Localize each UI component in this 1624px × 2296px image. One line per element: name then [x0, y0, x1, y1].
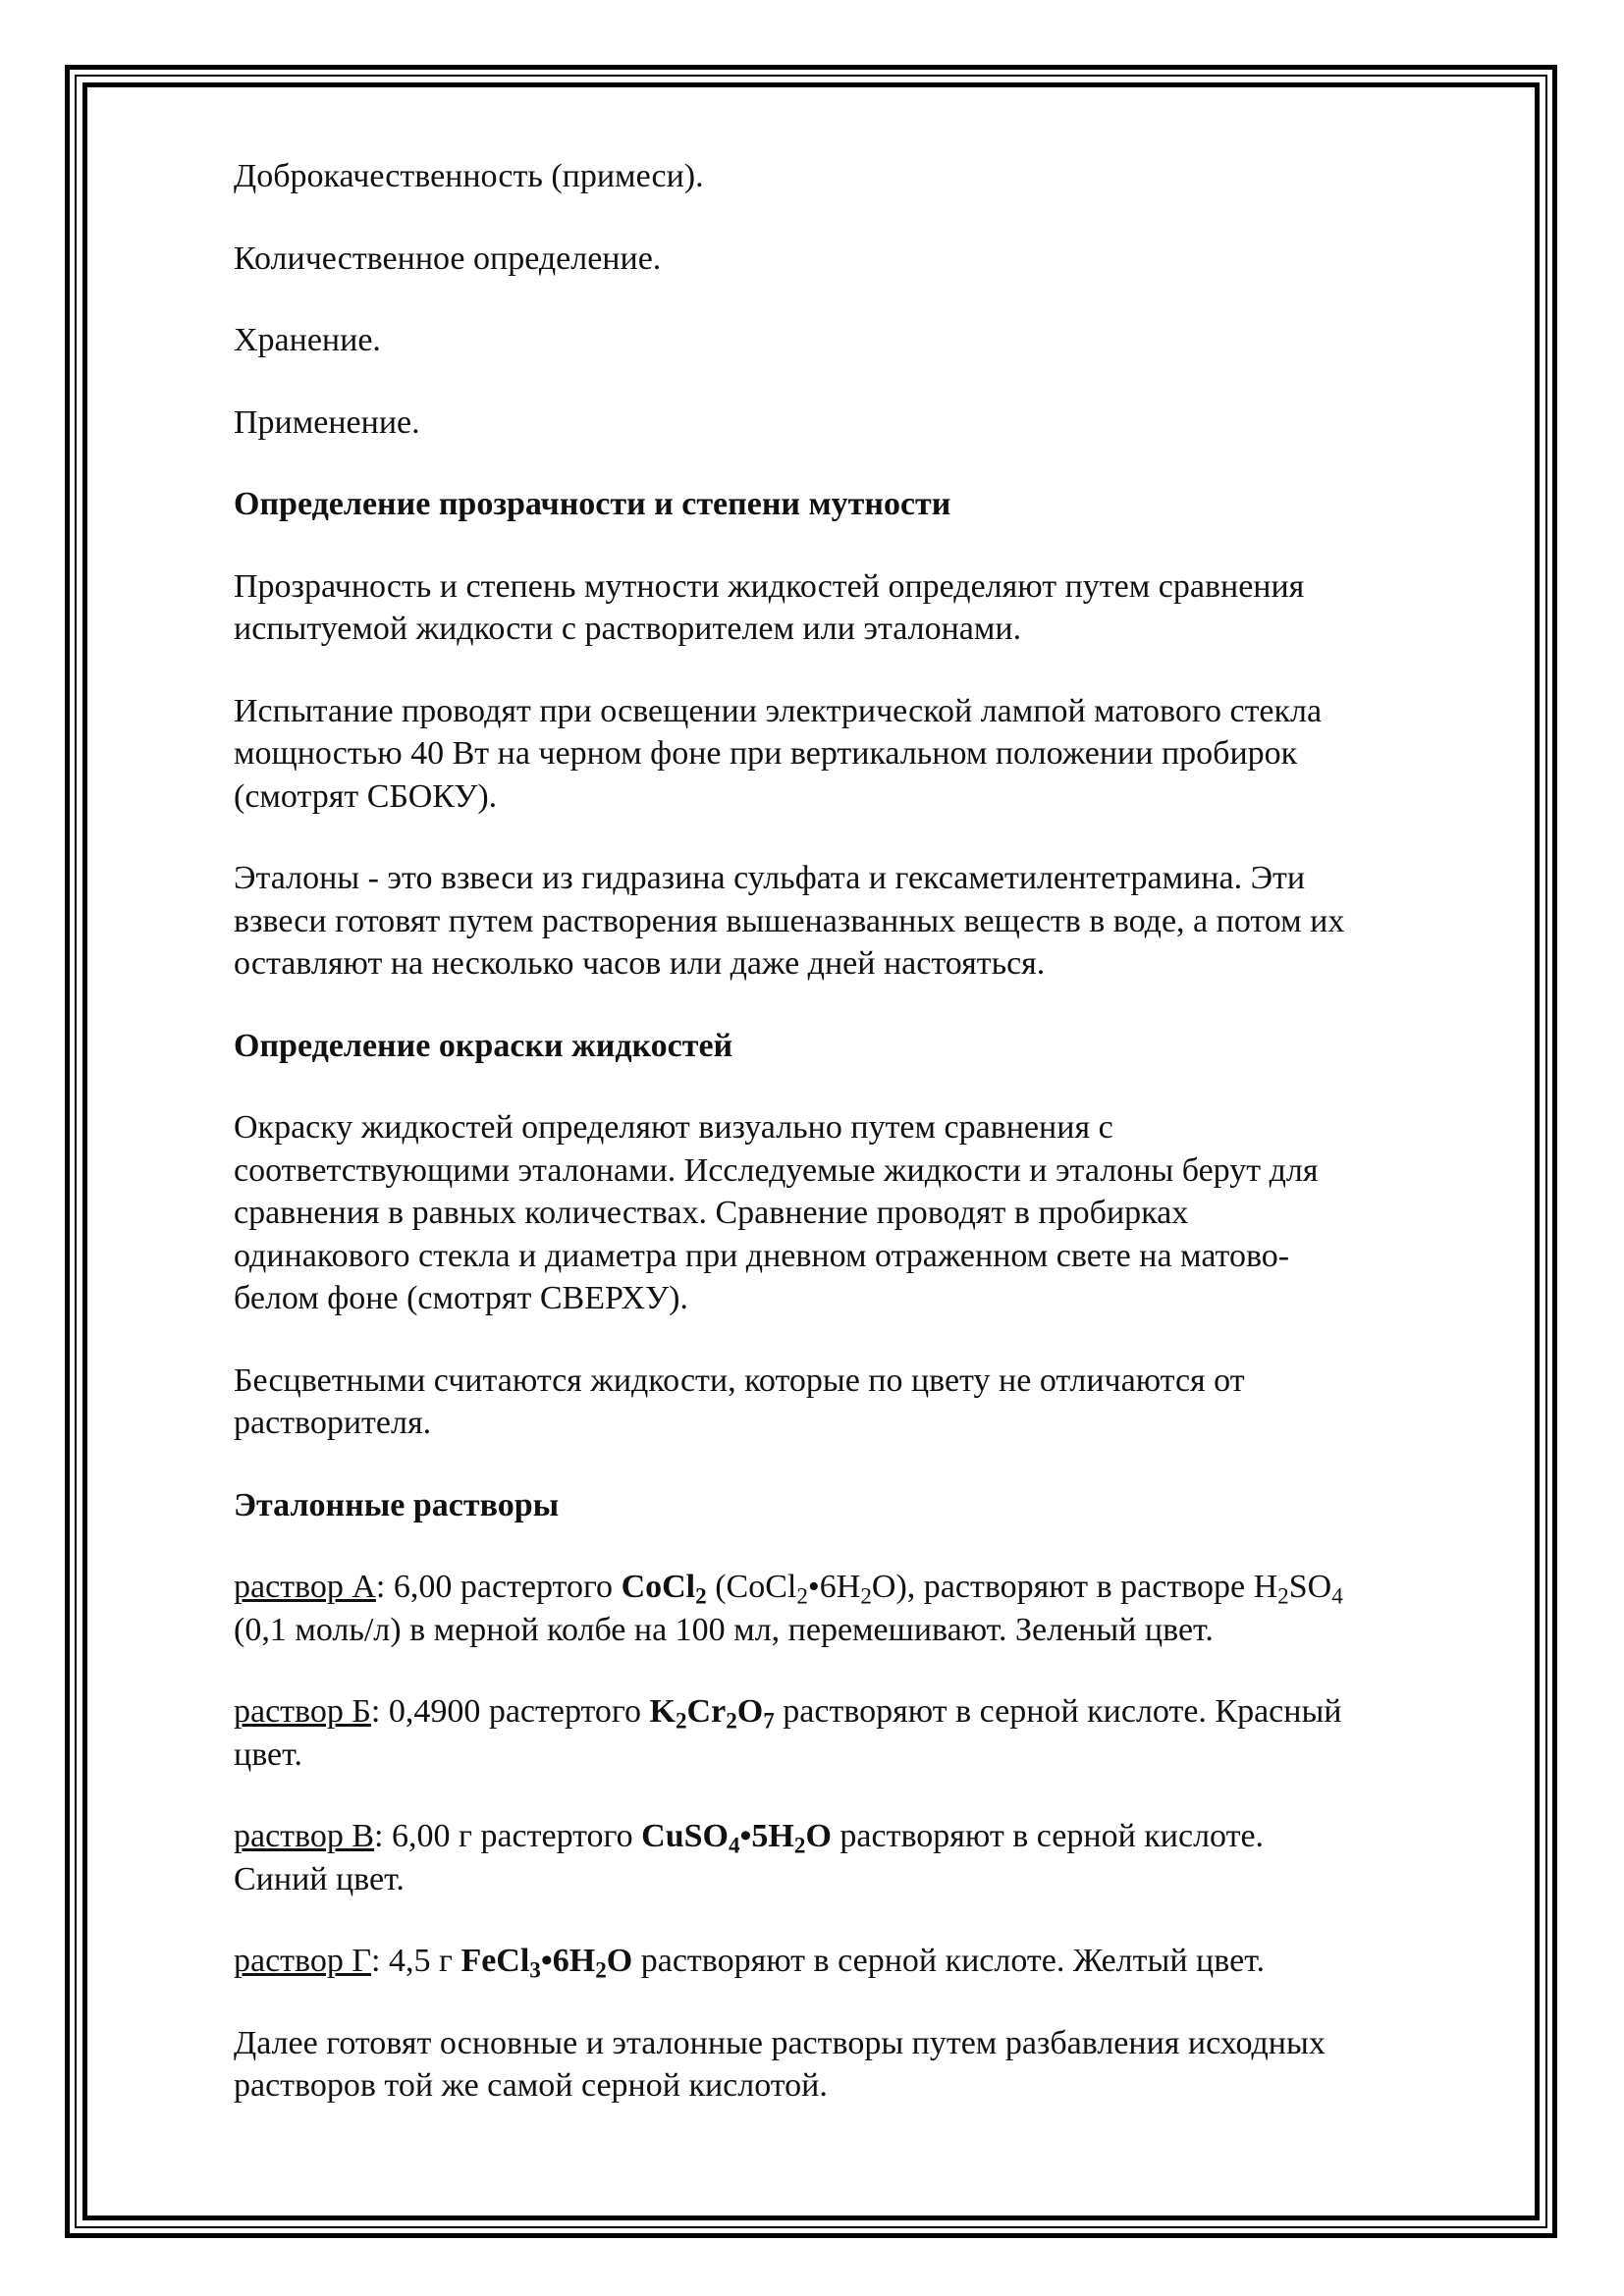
formula-part: CuSO: [641, 1818, 729, 1854]
text-line: цвет.: [234, 1735, 302, 1773]
formula-cocl2: [621, 1569, 707, 1610]
text-line: Синий цвет.: [234, 1860, 405, 1897]
solution-g-label: раствор Г: [234, 1943, 372, 1979]
heading-standard-solutions: Эталонные растворы: [234, 1486, 560, 1523]
solution-a-label: раствор А: [234, 1569, 376, 1605]
text-line: растворителя.: [234, 1405, 432, 1441]
paragraph-solution-g: [234, 1940, 1530, 1983]
text-line: Прозрачность и степень мутности жидкостей определяют путем сравнения: [234, 567, 1305, 605]
text-line: Испытание проводят при освещении электрической лампой матового стекла: [234, 692, 1323, 729]
text-run: растворяют в серной кислоте.: [831, 1818, 1265, 1854]
heading-transparency: Определение прозрачности и степени мутности: [234, 486, 951, 522]
text-run: : 6,00 растертого: [375, 1569, 622, 1605]
text-run: : 6,00 г растертого: [374, 1818, 642, 1854]
text-line: одинакового стекла и диаметра при дневном отраженном свете на матово-: [234, 1237, 1290, 1274]
text-line: оставляют на несколько часов или даже дней настояться.: [234, 945, 1046, 982]
subscript: 2: [793, 1833, 806, 1859]
subscript: 2: [595, 1957, 607, 1984]
formula-part: Cr: [686, 1693, 727, 1730]
subscript: 2: [675, 1708, 687, 1735]
text-line: (смотрят СБОКУ).: [234, 777, 498, 815]
paragraph-solution-a: [234, 1566, 1530, 1651]
text-line: (0,1 моль/л) в мерной колбе на 100 мл, перемешивают. Зеленый цвет.: [234, 1611, 1214, 1648]
paragraph-standards: [234, 857, 1530, 986]
solution-b-label: раствор Б: [234, 1693, 371, 1730]
text-line: Эталоны - это взвеси из гидразина сульфата и гексаметилентетрамина. Эти: [234, 860, 1306, 896]
formula-k2cr2o7: [649, 1693, 775, 1735]
subscript: 2: [1277, 1583, 1289, 1610]
text-run: растворяют в серной кислоте. Желтый цвет.: [632, 1943, 1265, 1979]
paragraph-solution-b: [234, 1690, 1530, 1776]
text-line: мощностью 40 Вт на черном фоне при вертикальном положении пробирок: [234, 735, 1298, 772]
text-line: сравнения в равных количествах. Сравнение проводят в пробирках: [234, 1195, 1189, 1231]
text-run: растворяют в серной кислоте. Красный: [774, 1693, 1342, 1730]
subscript: 2: [860, 1583, 872, 1610]
subscript: 4: [728, 1833, 740, 1859]
subscript: 2: [695, 1583, 707, 1610]
paragraph-test-conditions: [234, 690, 1530, 819]
formula-part: O: [606, 1943, 633, 1979]
line-quality: Доброкачественность (примеси).: [234, 158, 704, 194]
formula-part: K: [649, 1693, 676, 1730]
document-body: [234, 155, 1530, 2147]
formula-part: CoCl: [621, 1569, 696, 1605]
text-run: •6H: [807, 1569, 861, 1605]
subscript: 2: [796, 1583, 808, 1610]
paragraph-colorless: [234, 1360, 1530, 1445]
formula-fecl3-6h2o: [460, 1943, 633, 1984]
line-quantitative: Количественное определение.: [234, 240, 662, 277]
text-run: O), растворяют в растворе H: [871, 1569, 1278, 1605]
subscript: 3: [529, 1957, 541, 1984]
text-line: белом фоне (смотрят СВЕРХУ).: [234, 1280, 688, 1316]
line-storage: Хранение.: [234, 322, 381, 358]
formula-part: O: [805, 1818, 832, 1854]
paragraph-solution-v: [234, 1815, 1530, 1900]
line-application: Применение.: [234, 403, 420, 441]
formula-part: O: [736, 1693, 764, 1730]
text-line: испытуемой жидкости с растворителем или эталонами.: [234, 611, 1022, 647]
subscript: 4: [1331, 1583, 1343, 1610]
formula-part: •5H: [739, 1818, 794, 1854]
formula-part: FeCl: [460, 1943, 530, 1979]
text-run: : 4,5 г: [371, 1943, 461, 1979]
text-line: растворов той же самой серной кислотой.: [234, 2067, 828, 2104]
text-line: Окраску жидкостей определяют визуально путем сравнения с: [234, 1109, 1113, 1146]
subscript: 2: [726, 1708, 737, 1735]
text-run: : 0,4900 растертого: [370, 1693, 650, 1730]
solution-v-label: раствор В: [234, 1818, 375, 1854]
formula-part: •6H: [540, 1943, 596, 1979]
formula-cuso4-5h2o: [641, 1818, 832, 1859]
text-line: Бесцветными считаются жидкости, которые по цвету не отличаются от: [234, 1362, 1245, 1399]
paragraph-transparency-method: [234, 565, 1530, 651]
text-line: взвеси готовят путем растворения вышеназванных веществ в воде, а потом их: [234, 902, 1345, 939]
paragraph-dilution: [234, 2022, 1530, 2108]
text-run: (CoCl: [706, 1569, 797, 1605]
paragraph-color-method: [234, 1106, 1530, 1320]
heading-color: Определение окраски жидкостей: [234, 1027, 733, 1064]
text-run: SO: [1288, 1569, 1332, 1605]
text-line: Далее готовят основные и эталонные растворы путем разбавления исходных: [234, 2024, 1326, 2061]
text-line: соответствующими эталонами. Исследуемые жидкости и эталоны берут для: [234, 1151, 1319, 1189]
subscript: 7: [763, 1708, 775, 1735]
